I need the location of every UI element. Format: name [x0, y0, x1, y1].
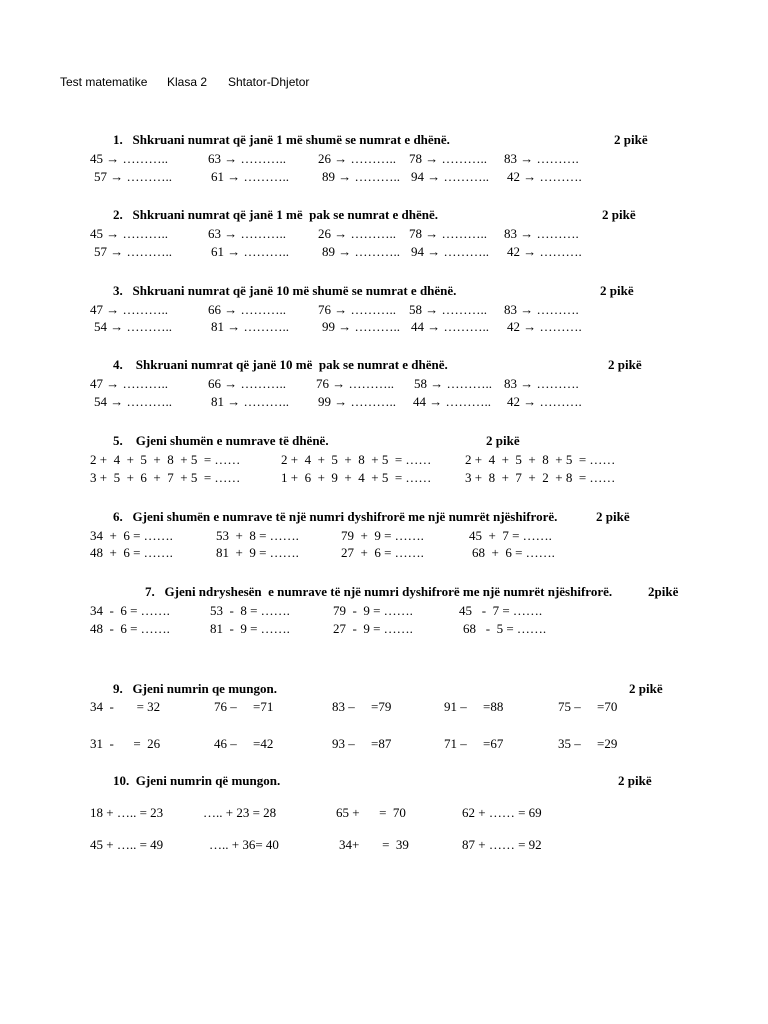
exercise-6-item: 34 + 6 = ……. [90, 528, 173, 543]
exercise-9-item: 46 – =42 [214, 736, 274, 751]
exercise-1-item: 89 → ……….. [322, 169, 400, 184]
exercise-1-item: 83 → ………. [504, 151, 579, 166]
exercise-1-title: 1. Shkruani numrat që janë 1 më shumë se numrat e dhënë. [113, 132, 450, 147]
exercise-4-item: 76 → ……….. [316, 376, 394, 391]
exercise-5-item: 3 + 5 + 6 + 7 + 5 = …… [90, 470, 241, 485]
exercise-10-item: 18 + ….. = 23 [90, 805, 164, 820]
exercise-4-item: 47 → ……….. [90, 376, 168, 391]
exercise-10-title: 10. Gjeni numrin që mungon. [113, 773, 281, 788]
exercise-7-points: 2pikë [648, 584, 679, 599]
header-period: Shtator-Dhjetor [228, 75, 310, 89]
exercise-6-title: 6. Gjeni shumën e numrave të një numri dyshifrorë me një numrët njëshifrorë. [113, 509, 558, 524]
exercise-1-item: 57 → ……….. [94, 169, 172, 184]
exercise-6-points: 2 pikë [596, 509, 630, 524]
exercise-10-item: ….. + 23 = 28 [203, 805, 277, 820]
exercise-9-item: 75 – =70 [558, 699, 618, 714]
exercise-4-item: 58 → ……….. [414, 376, 492, 391]
exercise-7-item: 48 - 6 = ……. [90, 621, 170, 636]
exercise-2-item: 45 → ……….. [90, 226, 168, 241]
exercise-6-item: 79 + 9 = ……. [341, 528, 424, 543]
exercise-9-item: 71 – =67 [444, 736, 504, 751]
exercise-10-item: 34+ = 39 [339, 837, 409, 852]
exercise-5-item: 1 + 6 + 9 + 4 + 5 = …… [281, 470, 432, 485]
exercise-7-item: 34 - 6 = ……. [90, 603, 170, 618]
exercise-4-item: 44 → ……….. [413, 394, 491, 409]
exercise-10-item: 87 + …… = 92 [462, 837, 542, 852]
exercise-9-item: 34 - = 32 [90, 699, 161, 714]
exercise-7-item: 79 - 9 = ……. [333, 603, 413, 618]
exercise-10-points: 2 pikë [618, 773, 652, 788]
exercise-2-points: 2 pikë [602, 207, 636, 222]
exercise-3-item: 99 → ……….. [322, 319, 400, 334]
exercise-1-item: 78 → ……….. [409, 151, 487, 166]
exercise-1-item: 26 → ……….. [318, 151, 396, 166]
exercise-3-points: 2 pikë [600, 283, 634, 298]
exercise-3-item: 76 → ……….. [318, 302, 396, 317]
exercise-2-item: 78 → ……….. [409, 226, 487, 241]
exercise-1-item: 42 → ………. [507, 169, 582, 184]
exercise-5-points: 2 pikë [486, 433, 520, 448]
exercise-2-item: 83 → ………. [504, 226, 579, 241]
exercise-7-title: 7. Gjeni ndryshesën e numrave të një numri dyshifrorë me një numrët njëshifrorë. [145, 584, 613, 599]
exercise-10-item: ….. + 36= 40 [209, 837, 279, 852]
exercise-7-item: 81 - 9 = ……. [210, 621, 290, 636]
exercise-3-item: 54 → ……….. [94, 319, 172, 334]
exercise-4-points: 2 pikë [608, 357, 642, 372]
exercise-2-item: 61 → ……….. [211, 244, 289, 259]
header-subject: Test matematike [60, 75, 148, 89]
exercise-6-item: 68 + 6 = ……. [472, 545, 555, 560]
exercise-1-item: 94 → ……….. [411, 169, 489, 184]
exercise-3-item: 44 → ……….. [411, 319, 489, 334]
exercise-4-item: 83 → ………. [504, 376, 579, 391]
exercise-2-title: 2. Shkruani numrat që janë 1 më pak se numrat e dhënë. [113, 207, 439, 222]
exercise-9-title: 9. Gjeni numrin qe mungon. [113, 681, 277, 696]
exercise-4-item: 54 → ……….. [94, 394, 172, 409]
exercise-3-item: 47 → ……….. [90, 302, 168, 317]
exercise-9-item: 35 – =29 [558, 736, 618, 751]
exercise-2-item: 63 → ……….. [208, 226, 286, 241]
exercise-3-item: 81 → ……….. [211, 319, 289, 334]
exercise-6-item: 48 + 6 = ……. [90, 545, 173, 560]
exercise-6-item: 45 + 7 = ……. [469, 528, 552, 543]
exercise-4-item: 42 → ………. [507, 394, 582, 409]
exercise-4-title: 4. Shkruani numrat që janë 10 më pak se numrat e dhënë. [113, 357, 448, 372]
exercise-4-item: 81 → ……….. [211, 394, 289, 409]
exercise-9-item: 83 – =79 [332, 699, 392, 714]
exercise-7-item: 53 - 8 = ……. [210, 603, 290, 618]
exercise-3-title: 3. Shkruani numrat që janë 10 më shumë se numrat e dhënë. [113, 283, 457, 298]
exercise-5-item: 2 + 4 + 5 + 8 + 5 = …… [465, 452, 616, 467]
exercise-2-item: 57 → ……….. [94, 244, 172, 259]
exercise-9-item: 91 – =88 [444, 699, 504, 714]
exercise-3-item: 58 → ……….. [409, 302, 487, 317]
exercise-5-item: 2 + 4 + 5 + 8 + 5 = …… [281, 452, 432, 467]
exercise-4-item: 99 → ……….. [318, 394, 396, 409]
exercise-7-item: 45 - 7 = ……. [459, 603, 543, 618]
exercise-2-item: 89 → ……….. [322, 244, 400, 259]
exercise-6-item: 81 + 9 = ……. [216, 545, 299, 560]
exercise-2-item: 42 → ………. [507, 244, 582, 259]
exercise-6-item: 53 + 8 = ……. [216, 528, 299, 543]
header-class: Klasa 2 [167, 75, 208, 89]
exercise-10-item: 62 + …… = 69 [462, 805, 542, 820]
exercise-1-item: 63 → ……….. [208, 151, 286, 166]
exercise-6-item: 27 + 6 = ……. [341, 545, 424, 560]
exercise-9-item: 93 – =87 [332, 736, 392, 751]
exercise-1-points: 2 pikë [614, 132, 648, 147]
exercise-3-item: 42 → ………. [507, 319, 582, 334]
exercise-3-item: 83 → ………. [504, 302, 579, 317]
exercise-5-item: 2 + 4 + 5 + 8 + 5 = …… [90, 452, 241, 467]
exercise-1-item: 45 → ……….. [90, 151, 168, 166]
exercise-5-item: 3 + 8 + 7 + 2 + 8 = …… [465, 470, 616, 485]
exercise-10-item: 65 + = 70 [336, 805, 406, 820]
exercise-5-title: 5. Gjeni shumën e numrave të dhënë. [113, 433, 329, 448]
exercise-2-item: 94 → ……….. [411, 244, 489, 259]
exercise-10-item: 45 + ….. = 49 [90, 837, 164, 852]
exercise-2-item: 26 → ……….. [318, 226, 396, 241]
exercise-7-item: 68 - 5 = ……. [463, 621, 547, 636]
exercise-4-item: 66 → ……….. [208, 376, 286, 391]
exercise-9-item: 31 - = 26 [90, 736, 161, 751]
exercise-7-item: 27 - 9 = ……. [333, 621, 413, 636]
exercise-9-item: 76 – =71 [214, 699, 274, 714]
exercise-3-item: 66 → ……….. [208, 302, 286, 317]
exercise-1-item: 61 → ……….. [211, 169, 289, 184]
exercise-9-points: 2 pikë [629, 681, 663, 696]
